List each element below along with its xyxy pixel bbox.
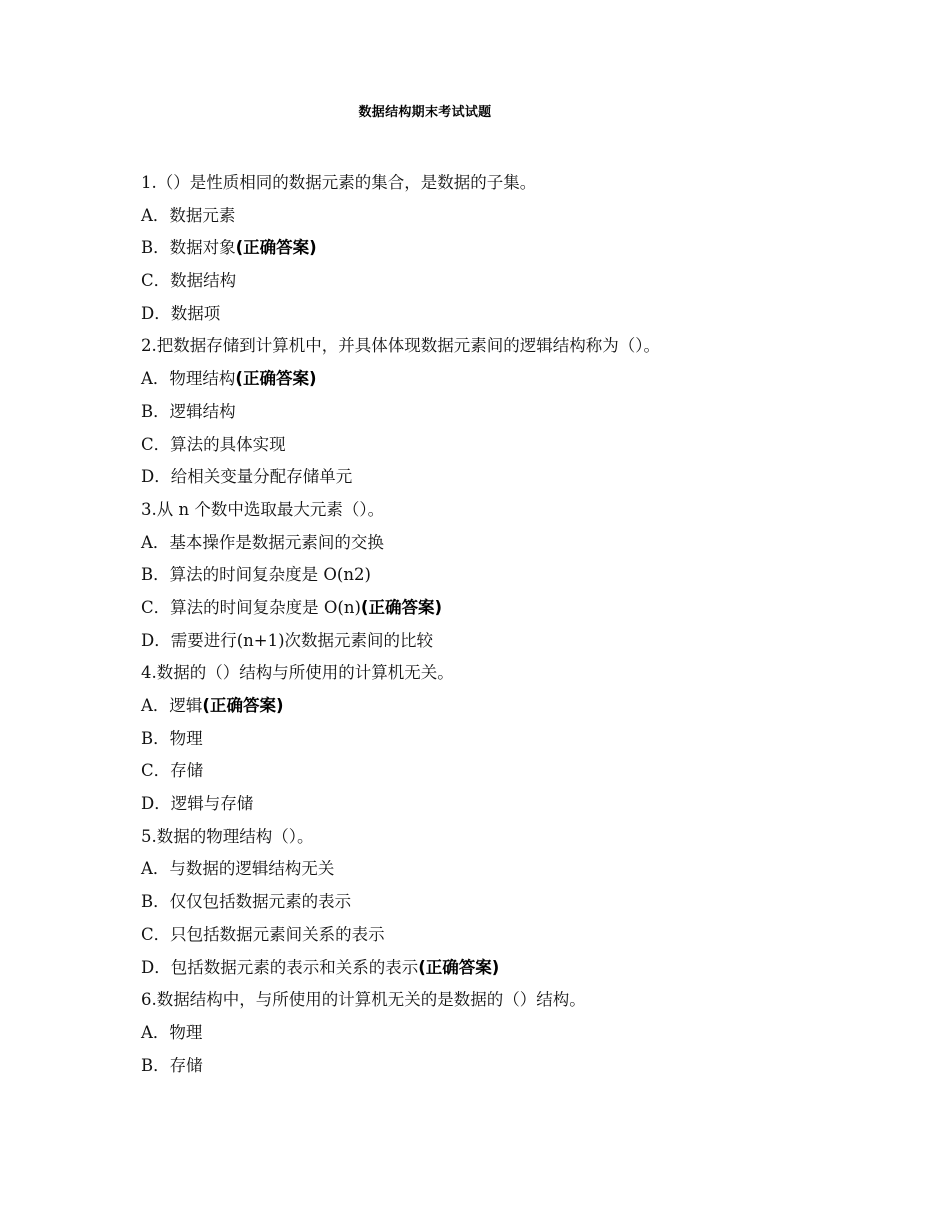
answer-option (141, 563, 861, 596)
correct-answer-mark: (正确答案) (235, 369, 317, 389)
option-text: B．数据对象 (141, 238, 236, 258)
answer-option (141, 792, 861, 825)
option-text: A．基本操作是数据元素间的交换 (141, 532, 384, 552)
question-list (141, 171, 861, 1086)
option-text: D．需要进行(n+1)次数据元素间的比较 (141, 630, 434, 650)
answer-option (141, 857, 861, 890)
option-text: C．数据结构 (141, 271, 237, 291)
correct-answer-mark: (正确答案) (235, 238, 317, 258)
answer-option (141, 1054, 861, 1087)
correct-answer-mark: (正确答案) (202, 696, 284, 715)
answer-option (141, 1021, 861, 1054)
option-text: B．物理 (141, 728, 203, 748)
option-text: C．算法的时间复杂度是 O(n) (141, 597, 361, 617)
option-text: A．数据元素 (141, 205, 236, 225)
option-text: D．给相关变量分配存储单元 (141, 467, 353, 487)
option-text: B．存储 (141, 1055, 203, 1075)
option-text: B．算法的时间复杂度是 O(n2) (141, 565, 371, 585)
answer-option (141, 629, 861, 662)
answer-option (141, 367, 861, 400)
option-text: A．逻辑 (141, 696, 203, 715)
answer-option (141, 269, 861, 302)
question-stem: 4.数据的（）结构与所使用的计算机无关。 (141, 663, 454, 683)
document-title: 数据结构期末考试试题 (358, 105, 492, 120)
answer-option (141, 236, 861, 269)
option-text: C．算法的具体实现 (141, 434, 286, 454)
option-text: B．逻辑结构 (141, 401, 236, 421)
question-stem: 5.数据的物理结构（）。 (141, 826, 314, 846)
answer-option (141, 465, 861, 498)
correct-answer-mark: (正确答案) (360, 597, 442, 617)
answer-option (141, 694, 861, 727)
answer-option (141, 596, 861, 629)
answer-option (141, 433, 861, 466)
answer-option (141, 890, 861, 923)
option-text: D．包括数据元素的表示和关系的表示 (141, 957, 419, 977)
option-text: A．物理结构 (141, 369, 236, 389)
option-text: D．数据项 (141, 303, 221, 323)
answer-option (141, 400, 861, 433)
answer-option (141, 531, 861, 564)
answer-option (141, 727, 861, 760)
answer-option (141, 204, 861, 237)
answer-option (141, 956, 861, 989)
option-text: D．逻辑与存储 (141, 794, 254, 814)
answer-option (141, 923, 861, 956)
answer-option (141, 302, 861, 335)
answer-option (141, 759, 861, 792)
option-text: C．存储 (141, 761, 204, 781)
correct-answer-mark: (正确答案) (418, 957, 500, 977)
question-stem: 1.（）是性质相同的数据元素的集合，是数据的子集。 (141, 173, 537, 192)
option-text: B．仅仅包括数据元素的表示 (141, 892, 352, 912)
question-stem: 6.数据结构中，与所使用的计算机无关的是数据的（）结构。 (141, 990, 586, 1010)
question-stem: 3.从 n 个数中选取最大元素（）。 (141, 499, 385, 519)
option-text: A．与数据的逻辑结构无关 (141, 859, 335, 879)
option-text: C．只包括数据元素间关系的表示 (141, 924, 385, 944)
question-stem: 2.把数据存储到计算机中，并具体体现数据元素间的逻辑结构称为（）。 (141, 336, 660, 356)
option-text: A．物理 (141, 1022, 203, 1042)
